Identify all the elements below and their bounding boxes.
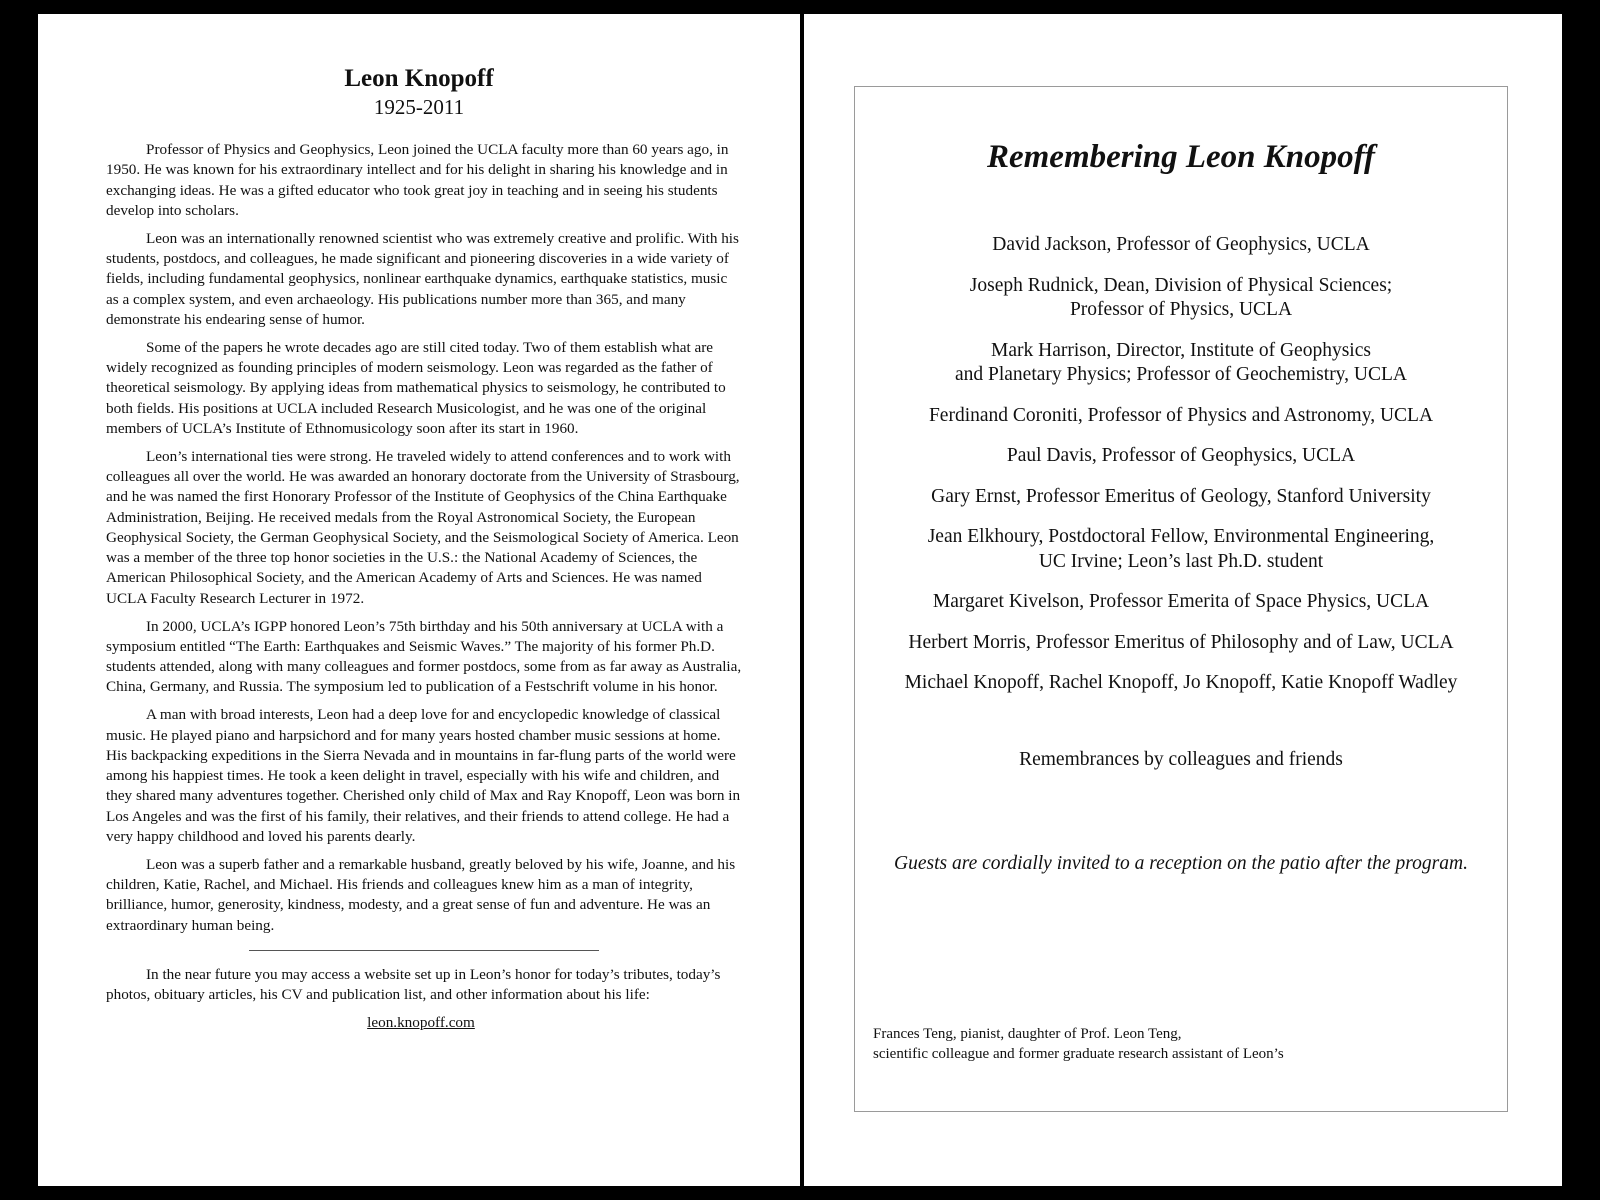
bio-paragraph: Leon’s international ties were strong. He traveled widely to attend conferences and to work with colleagues all over the world. He was awarded an honorary doctorate from the University of Strasbourg, and he was named the first Honorary Professor of the Institute of Geophysics of the China Earthquake Administration, Beijing. He received medals from the Royal Astronomical Society, the European Geophysical Society, the German Geophysical Society, and the Seismological Society of America. Leon was a member of the three top honor societies in the U.S.: the National Academy of Sciences, the American Philosophical Society, and the American Academy of Arts and Sciences. He was named UCLA Faculty Research Lecturer in 1972. — [106, 447, 740, 607]
right-page — [804, 14, 1562, 1186]
speaker-line: Gary Ernst, Professor Emeritus of Geology, Stanford University — [931, 485, 1431, 507]
speaker-line: David Jackson, Professor of Geophysics, UCLA — [992, 234, 1370, 255]
music-credit-line: scientific colleague and former graduate research assistant of Leon’s — [873, 1046, 1284, 1062]
speaker-entry — [855, 485, 1507, 510]
speaker-line: Mark Harrison, Director, Institute of Geophysics — [991, 339, 1371, 361]
memorial-years: 1925-2011 — [373, 95, 465, 119]
speaker-entry — [855, 671, 1507, 696]
speaker-entry — [855, 339, 1507, 388]
speaker-line: UC Irvine; Leon’s last Ph.D. student — [1038, 550, 1324, 572]
website-link[interactable]: leon.knopoff.com — [367, 1014, 475, 1032]
bio-paragraph: Some of the papers he wrote decades ago are still cited today. Two of them establish what are widely recognized as founding principles of modern seismology. Leon was regarded as the father of theoretical seismology. By applying ideas from mathematical physics to seismology, he contributed to both fields. His positions at UCLA included Research Musicologist, and he was one of the original members of UCLA’s Institute of Ethnomusicology soon after its start in 1960. — [106, 338, 726, 437]
bio-paragraph: Leon was a superb father and a remarkable husband, greatly beloved by his wife, Joanne, and his children, Katie, Rachel, and Michael. His friends and colleagues knew him as a man of integrity, brilliance, humor, generosity, kindness, modesty, and a great sense of fun and adventure. He was an extraordinary human being. — [106, 855, 736, 934]
speaker-entry — [855, 444, 1507, 469]
reception-note: Guests are cordially invited to a reception on the patio after the program. — [894, 853, 1468, 874]
bio-paragraph: Leon was an internationally renowned scientist who was extremely creative and prolific. With his students, postdocs, and colleagues, he made significant and pioneering discoveries in a wide variety of fields, including fundamental geophysics, nonlinear earthquake dynamics, earthquake statistics, music as a complex system, and even archaeology. His publications number more than 365, and many demonstrate his endearing sense of humor. — [106, 229, 739, 328]
speaker-line: Michael Knopoff, Rachel Knopoff, Jo Knopoff, Katie Knopoff Wadley — [904, 672, 1458, 693]
program-frame — [854, 86, 1508, 1112]
speaker-entry — [855, 404, 1507, 429]
bio-paragraph: In 2000, UCLA’s IGPP honored Leon’s 75th birthday and his 50th anniversary at UCLA with a symposium entitled “The Earth: Earthquakes and Seismic Waves.” The majority of his former Ph.D. students attended, along with many colleagues and former postdocs, some from as far away as Australia, China, Germany, and Russia. The symposium led to publication of a Festschrift volume in his honor. — [106, 617, 742, 696]
program-title: Remembering Leon Knopoff — [986, 139, 1376, 175]
music-credit — [873, 1024, 1284, 1064]
divider — [249, 950, 599, 951]
bio-paragraph: A man with broad interests, Leon had a deep love for and encyclopedic knowledge of classical music. He played piano and harpsichord and for many years hosted chamber music sessions at home. His backpacking expeditions in the Sierra Nevada and in mountains in far-flung parts of the world were among his happiest times. He took a keen delight in travel, especially with his wife and children, and they shared many adventures together. Cherished only child of Max and Ray Knopoff, Leon was born in Los Angeles and was the first of his family, their relatives, and their friends to attend college. He had a very happy childhood and loved his parents dearly. — [106, 706, 741, 845]
speaker-line: and Planetary Physics; Professor of Geochemistry, UCLA — [954, 364, 1408, 385]
speaker-entry — [855, 233, 1507, 258]
speaker-line: Margaret Kivelson, Professor Emerita of Space Physics, UCLA — [932, 591, 1430, 612]
website-note: In the near future you may access a website set up in Leon’s honor for today’s tributes, today’s photos, obituary articles, his CV and publication list, and other information about his life: — [106, 965, 721, 1004]
music-credit-line: Frances Teng, pianist, daughter of Prof. Leon Teng, — [873, 1026, 1182, 1042]
speaker-line: Herbert Morris, Professor Emeritus of Philosophy and of Law, UCLA — [908, 631, 1454, 653]
speaker-entry — [855, 631, 1507, 656]
left-page — [38, 14, 800, 1186]
speaker-line: Ferdinand Coroniti, Professor of Physics and Astronomy, UCLA — [928, 404, 1434, 426]
speaker-line: Professor of Physics, UCLA — [1069, 299, 1293, 320]
speaker-entry — [855, 525, 1507, 574]
memorial-name: Leon Knopoff — [344, 65, 494, 92]
speaker-entry — [855, 274, 1507, 323]
speaker-entry — [855, 590, 1507, 615]
speaker-list — [855, 233, 1507, 712]
speaker-line: Jean Elkhoury, Postdoctoral Fellow, Environmental Engineering, — [927, 526, 1435, 547]
speaker-line: Joseph Rudnick, Dean, Division of Physical Sciences; — [969, 274, 1393, 296]
speaker-line: Paul Davis, Professor of Geophysics, UCLA — [1006, 445, 1356, 466]
biography — [106, 140, 742, 1033]
remembrances-heading: Remembrances by colleagues and friends — [1019, 749, 1343, 770]
bio-paragraph: Professor of Physics and Geophysics, Leon joined the UCLA faculty more than 60 years ago, in 1950. He was known for his extraordinary intellect and for his delight in sharing his knowledge and in exchanging ideas. He was a gifted educator who took great joy in teaching and in seeing his students develop into scholars. — [106, 141, 729, 219]
